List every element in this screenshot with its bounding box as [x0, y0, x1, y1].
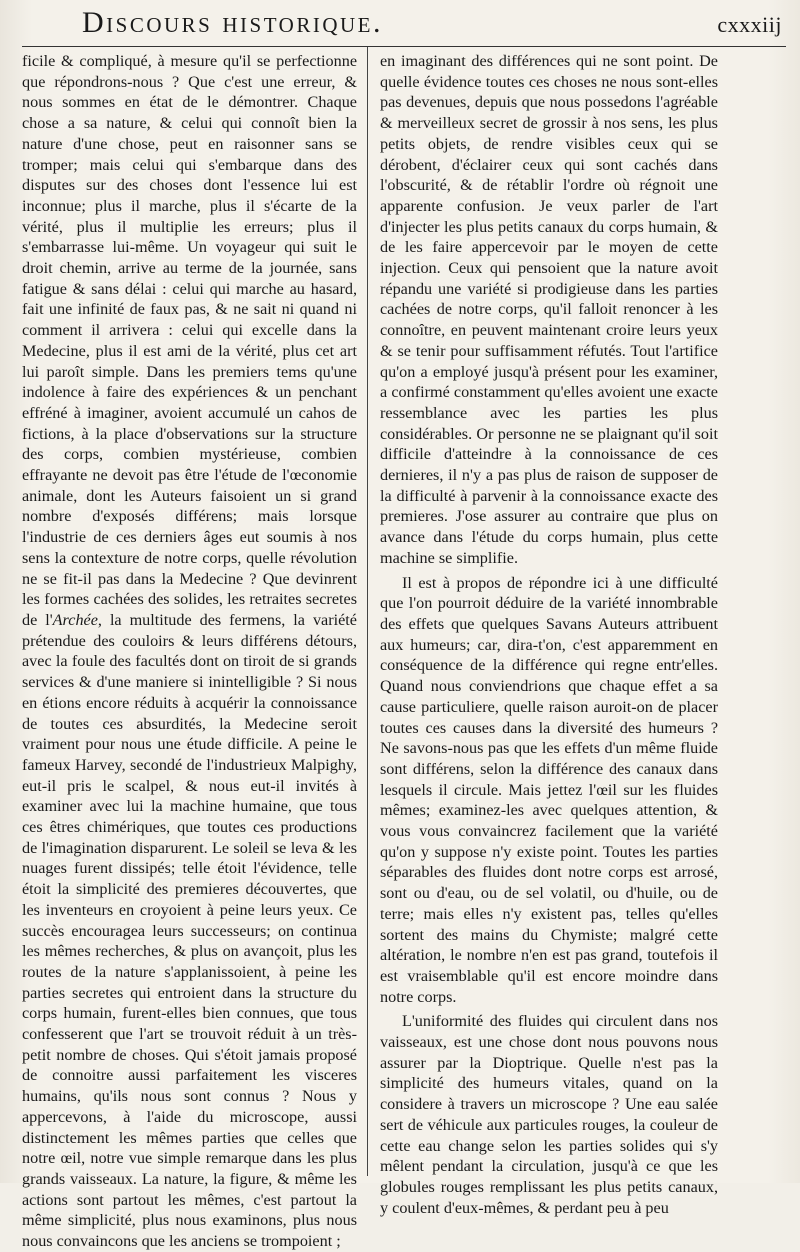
left-text-part-1: ficile & compliqué, à mesure qu'il se perfectionne que répondrons-nous ? Que c'est une erreur, & nous sommes en état de le démontrer. Chaque chose a sa nature, & celui qui connoît bien la nature d'une chose, peut en raisonner sans se tromper; mais celui qui s'embarque dans des disputes sur des choses dont l'essence lui est inconnue; plus il marche, plus il s'écarte de la vérité, plus il multiplie les erreurs; plus il s'embarrasse lui-même. Un voyageur qui suit le droit chemin, arrive au terme de la journée, sans fatigue & sans délai : celui qui marche au hasard, fait une infinité de faux pas, & ne sait ni quand ni comment il arrivera : celui qui excelle dans la Medecine, plus il est ami de la vérité, plus cet art lui paroît simple. Dans les premiers tems qu'une indolence à faire des expériences & un penchant effréné à imaginer, avoient accumulé un cahos de fictions, à la place d'observations sur la structure des corps, combien mystérieuse, combien effrayante ne devoit pas être l'étude de l'œconomie animale, dont les Auteurs faisoient un si grand nombre d'exposés différens; mais lorsque l'industrie de ces derniers âges eut soumis à nos sens la contexture de notre corps, quelle révolution ne se fit-il pas dans la Medecine ? Que devinrent les formes cachées des solides, les retraites secretes de l'	[22, 52, 357, 629]
page-header	[22, 6, 786, 47]
left-column	[22, 51, 367, 1251]
running-title: Discours historique.	[82, 6, 383, 39]
left-italic-term: Archée	[52, 610, 98, 629]
right-paragraph-2: Il est à propos de répondre ici à une difficulté que l'on pourroit déduire de la variété innombrable des effets que quelques Savans Auteurs attribuent aux humeurs; car, dira-t'on, c'est apparemment en conséquence de la différence qui regne entr'elles. Quand nous conviendrions que chaque effet a sa cause particuliere, quelle raison auroit-on de placer toutes ces causes dans la diversité des humeurs ? Ne savons-nous pas que les effets d'un même fluide sont différens, selon la différence des canaux dans lesquels il circule. Mais jettez l'œil sur les fluides mêmes; examinez-les avec quelques attention, & vous vous convaincrez facilement que la variété qu'on y suppose n'y existe point. Toutes les parties séparables des fluides dont notre corps est arrosé, sont ou d'eau, ou de sel volatil, ou d'huile, ou de terre; mais elles n'y existent pas, telles qu'elles sortent des mains du Chymiste; malgré cette altération, le nombre n'en est pas grand, toutefois il est vraisemblable qu'il est encore moindre dans notre corps.	[380, 573, 718, 1006]
right-paragraph-3: L'uniformité des fluides qui circulent dans nos vaisseaux, est une chose dont nous pouvons nous assurer par la Dioptrique. Quelle n'est pas la simplicité des humeurs vitales, quand on la considere à travers un microscope ? Une eau salée sert de véhicule aux particules rouges, la couleur de cette eau change selon les parties solides qui s'y mêlent pendant la circulation, jusqu'à ce que les globules rouges remplissant les plus petits canaux, y coulent d'eux-mêmes, & perdant peu à peu	[380, 1012, 718, 1217]
text-columns	[22, 51, 786, 1251]
right-column	[368, 51, 718, 1217]
right-paragraph-1: en imaginant des différences qui ne sont point. De quelle évidence toutes ces choses ne nous sont-elles pas devenues, depuis que nous possedons l'agréable & merveilleux secret de grossir à nos sens, les plus petits objets, de rendre visibles ceux qui se dérobent, d'éclairer ceux qui sont cachés dans l'obscurité, & de rétablir l'ordre où régnoit une apparente confusion. Je veux parler de l'art d'injecter les plus petits canaux du corps humain, & de les faire appercevoir par le moyen de cette injection. Ceux qui pensoient que la nature avoit répandu une variété si prodigieuse dans les parties cachées de notre corps, qu'il falloit renoncer à les connoître, en peuvent maintenant croire leurs yeux & se tenir pour suffisamment réfutés. Tout l'artifice qu'on a employé jusqu'à présent pour les examiner, a confirmé constamment qu'elles avoient une exacte ressemblance avec les parties les plus considérables. Or personne ne se plaignant qu'il soit difficile d'atteindre à la connoissance de ces dernieres, il n'y a pas plus de raison de supposer de la difficulté à parvenir à la connoissance exacte des premieres. J'ose assurer au contraire que plus on avance dans l'étude du corps humain, plus cette machine se simplifie.	[380, 52, 718, 567]
left-text-part-2: , la multitude des fermens, la variété prétendue des couloirs & leurs différens détours, avec la foule des facultés dont on tiroit de si grands services & d'une maniere si inintelligible ? Si nous en étions encore réduits à acquérir la connoissance de toutes ces absurdités, la Medecine seroit vraiment pour nous une étude difficile. A peine le fameux Harvey, secondé de l'industrieux Malpighy, eut-il pris le scalpel, & nous eut-il invités à examiner avec lui la machine humaine, que tous ces êtres chimériques, que toutes ces productions de l'imagination disparurent. Le soleil se leva & les nuages furent dissipés; telle étoit l'évidence, telle étoit la simplicité des premieres découvertes, que les inventeurs en croyoient à peine leurs yeux. Ce succès encouragea leurs successeurs; on continua les mêmes recherches, & plus on avançoit, plus les routes de la nature s'applanissoient, à peine les parties secretes qui entroient dans la structure du corps humain, furent-elles bien connues, que tous confesserent que l'art se trouvoit réduit à un très-petit nombre de choses. Qui s'étoit jamais proposé de connoitre aussi parfaitement les visceres humains, qu'ils nous sont connus ? Nous y appercevons, à l'aide du microscope, aussi distinctement les mêmes parties que celles que notre œil, notre vue simple remarque dans les plus grands vaisseaux. La nature, la figure, & même les actions sont partout les mêmes, c'est partout la même simplicité, plus nous examinons, plus nous nous convaincons que les anciens se trompoient ;	[22, 610, 357, 1251]
page-number: cxxxiij	[717, 12, 782, 37]
left-paragraph-1	[22, 51, 357, 1252]
